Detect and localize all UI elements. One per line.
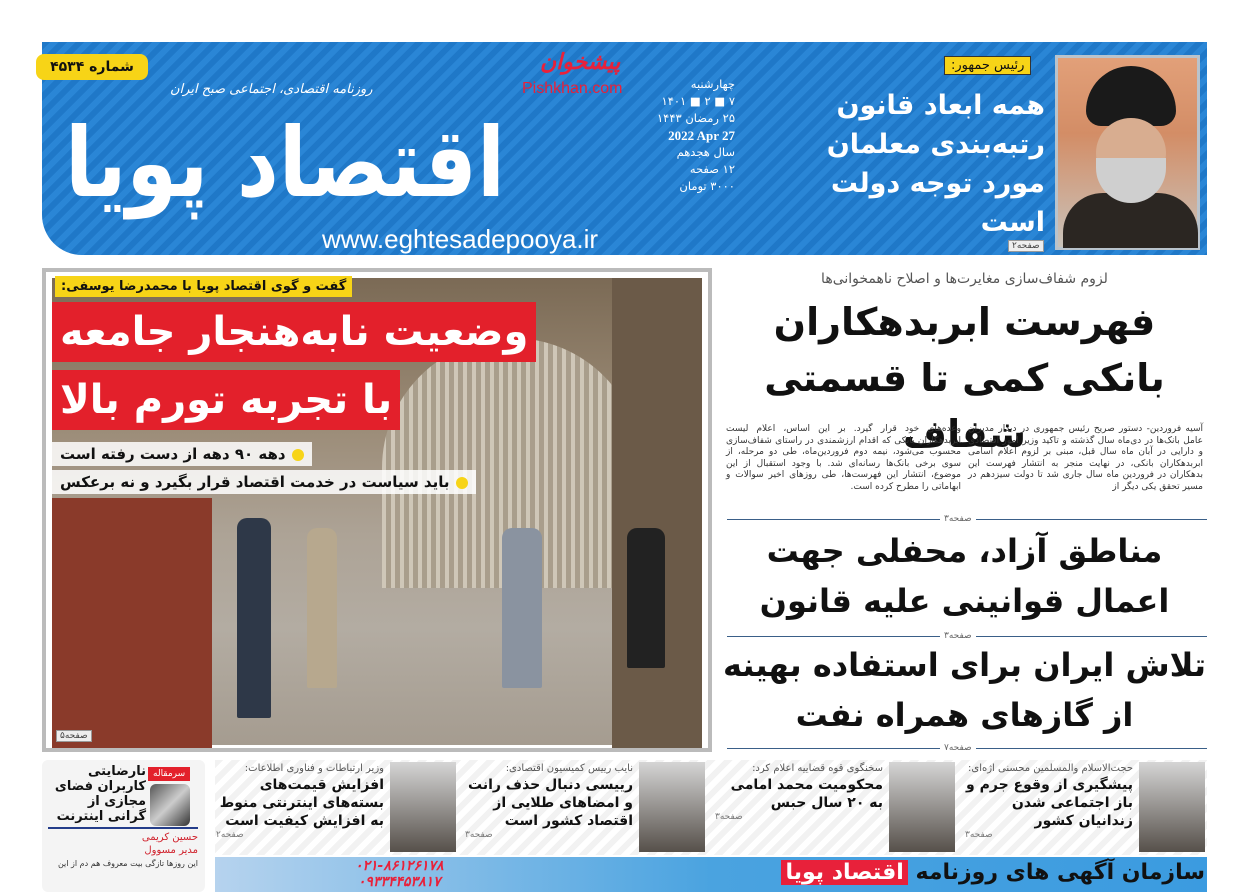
bullet-point — [52, 442, 312, 466]
date-box — [640, 76, 735, 195]
lead-headline[interactable]: فهرست ابربدهکاران بانکی کمی تا قسمتی شفاف — [764, 300, 1165, 456]
main-headline-line1[interactable]: وضعیت نابه‌هنجار جامعه — [52, 302, 536, 362]
story-kicker: نایب رییس کمیسیون اقتصادی: — [505, 763, 633, 774]
ad-phone: ۰۹۳۳۴۴۵۳۸۱۷ — [357, 874, 441, 890]
bottom-story[interactable] — [462, 762, 707, 854]
person-photo — [1139, 762, 1205, 852]
logo-lettering: اقتصاد پویا — [65, 107, 582, 219]
gas-headline[interactable]: تلاش ایران برای استفاده بهینه از گازهای همراه نفت — [723, 646, 1206, 734]
lead-body-col2: وعده‌های خود قرار گیرد. بر این اساس، اعلام لیست ابربدهکاران بانکی که اقدام ارزشمندی در راستای شفاف‌سازی محسوب می‌شود، نیمه دوم فروردین‌ماه، طی دو مرحله، از سوی برخی بانک‌ها رسانه‌ای شد. با وجود استقبال از این موضوع، انتشار این فهرست‌ها، طی روزهای اخیر سوالات و ابهاماتی را مطرح کرده است. — [726, 424, 961, 492]
editorial-column — [48, 764, 198, 869]
website-url[interactable]: www.eghtesadepooya.ir — [322, 224, 599, 254]
president-kicker: رئیس جمهور: — [944, 56, 1031, 75]
editorial-title[interactable]: نارضایتی کاربران فضای مجازی از گرانی اینترنت — [54, 764, 146, 824]
story-headline[interactable]: پیشگیری از وقوع جرم و باز اجتماعی شدن زندانیان کشور — [966, 777, 1133, 829]
page-ref: صفحه۳ — [715, 812, 743, 822]
bullet-point — [52, 470, 476, 494]
president-photo — [1055, 55, 1200, 250]
page-ref: صفحه۷ — [940, 742, 976, 754]
bullet-icon — [456, 477, 468, 489]
ad-brand: اقتصاد پویا — [781, 860, 907, 885]
story-headline[interactable]: رییسی دنبال حذف رانت و امضاهای طلایی از اقتصاد کشور است — [468, 777, 633, 829]
lead-kicker: لزوم شفاف‌سازی مغایرت‌ها و اصلاح ناهمخوانی‌ها — [821, 271, 1108, 287]
page-ref: صفحه۳ — [940, 630, 976, 642]
page-count: ۱۲ صفحه — [689, 162, 735, 176]
page-ref: صفحه۳ — [465, 830, 493, 840]
person-photo — [639, 762, 705, 852]
author-name: حسین کریمی — [141, 832, 198, 843]
ad-phones — [355, 858, 444, 890]
story-headline[interactable]: افزایش قیمت‌های بسته‌های اینترنتی منوط به افزایش کیفیت است — [219, 777, 384, 829]
editorial-badge: سرمقاله — [148, 767, 190, 781]
ad-text — [720, 858, 1205, 888]
gregorian-date: 2022 Apr 27 — [668, 128, 735, 143]
page-ref: صفحه۲ — [1008, 240, 1044, 252]
story-headline[interactable]: محکومیت محمد امامی به ۲۰ سال حبس — [730, 777, 883, 811]
story-kicker: وزیر ارتباطات و فناوری اطلاعات: — [244, 763, 384, 774]
year: سال هجدهم — [676, 145, 735, 159]
bottom-story[interactable] — [962, 762, 1207, 854]
ad-phone: ۰۲۱-۸۶۱۲۶۱۷۸ — [355, 858, 444, 874]
page-ref: صفحه۵ — [56, 730, 92, 742]
watermark-fa: پیشخوان — [540, 50, 621, 75]
divider — [48, 827, 198, 829]
main-headline-line2[interactable]: با تجربه تورم بالا — [52, 370, 400, 430]
watermark-en: Pishkhan.com — [522, 80, 623, 97]
editorial-author — [48, 831, 198, 857]
weekday: چهارشنبه — [690, 77, 735, 91]
price: ۳۰۰۰ تومان — [679, 179, 735, 193]
bullet-text: باید سیاست در خدمت اقتصاد قرار بگیرد و نه برعکس — [60, 473, 450, 491]
issue-number: شماره ۴۵۳۴ — [36, 54, 148, 80]
lunar-date: ۲۵ رمضان ۱۴۴۳ — [656, 111, 735, 125]
main-story-kicker: گفت و گوی اقتصاد پویا با محمدرضا یوسفی: — [55, 276, 352, 297]
bullet-text: دهه ۹۰ دهه از دست رفته است — [60, 445, 286, 463]
tagline: روزنامه اقتصادی، اجتماعی صبح ایران — [170, 82, 373, 97]
page-ref: صفحه۳ — [940, 513, 976, 525]
story-kicker: حجت‌الاسلام والمسلمین محسنی اژه‌ای: — [968, 763, 1133, 774]
bullet-icon — [292, 449, 304, 461]
bottom-story[interactable] — [712, 762, 957, 854]
newspaper-logo — [60, 104, 582, 220]
page-ref: صفحه۳ — [965, 830, 993, 840]
page-ref: صفحه۲ — [216, 830, 244, 840]
solar-date: ۷ ■ ۲ ■ ۱۴۰۱ — [661, 94, 735, 108]
person-photo — [390, 762, 456, 852]
editorial-body: این روزها تازگی بیت معروف هم دم از این — [57, 859, 198, 868]
president-headline[interactable]: همه ابعاد قانون رتبه‌بندی معلمان مورد توجه دولت است — [826, 90, 1045, 238]
bottom-story[interactable] — [213, 762, 458, 854]
lead-body-col1: آسیه فروردین- دستور صریح رئیس جمهوری در دیدار مدیران عامل بانک‌ها در دی‌ماه سال گذشته و تاکید وزیر امور اقتصادی و دارایی در آبان ماه سال قبل، مبنی بر لزوم اعلام اسامی ابربدهکاران بانکی، در نهایت منجر به انتشار فهرست این بدهکاران در فروردین ماه سال جاری شد تا دولت سیزدهم در مسیر تحقق یکی دیگر از — [968, 424, 1203, 492]
person-photo — [889, 762, 955, 852]
free-zones-headline[interactable]: مناطق آزاد، محفلی جهت اعمال قوانینی علیه قانون — [759, 532, 1170, 620]
ad-label: سازمان آگهی های روزنامه — [915, 860, 1205, 885]
author-role: مدیر مسوول — [144, 845, 198, 856]
story-kicker: سخنگوی قوه قضاییه اعلام کرد: — [752, 763, 883, 774]
